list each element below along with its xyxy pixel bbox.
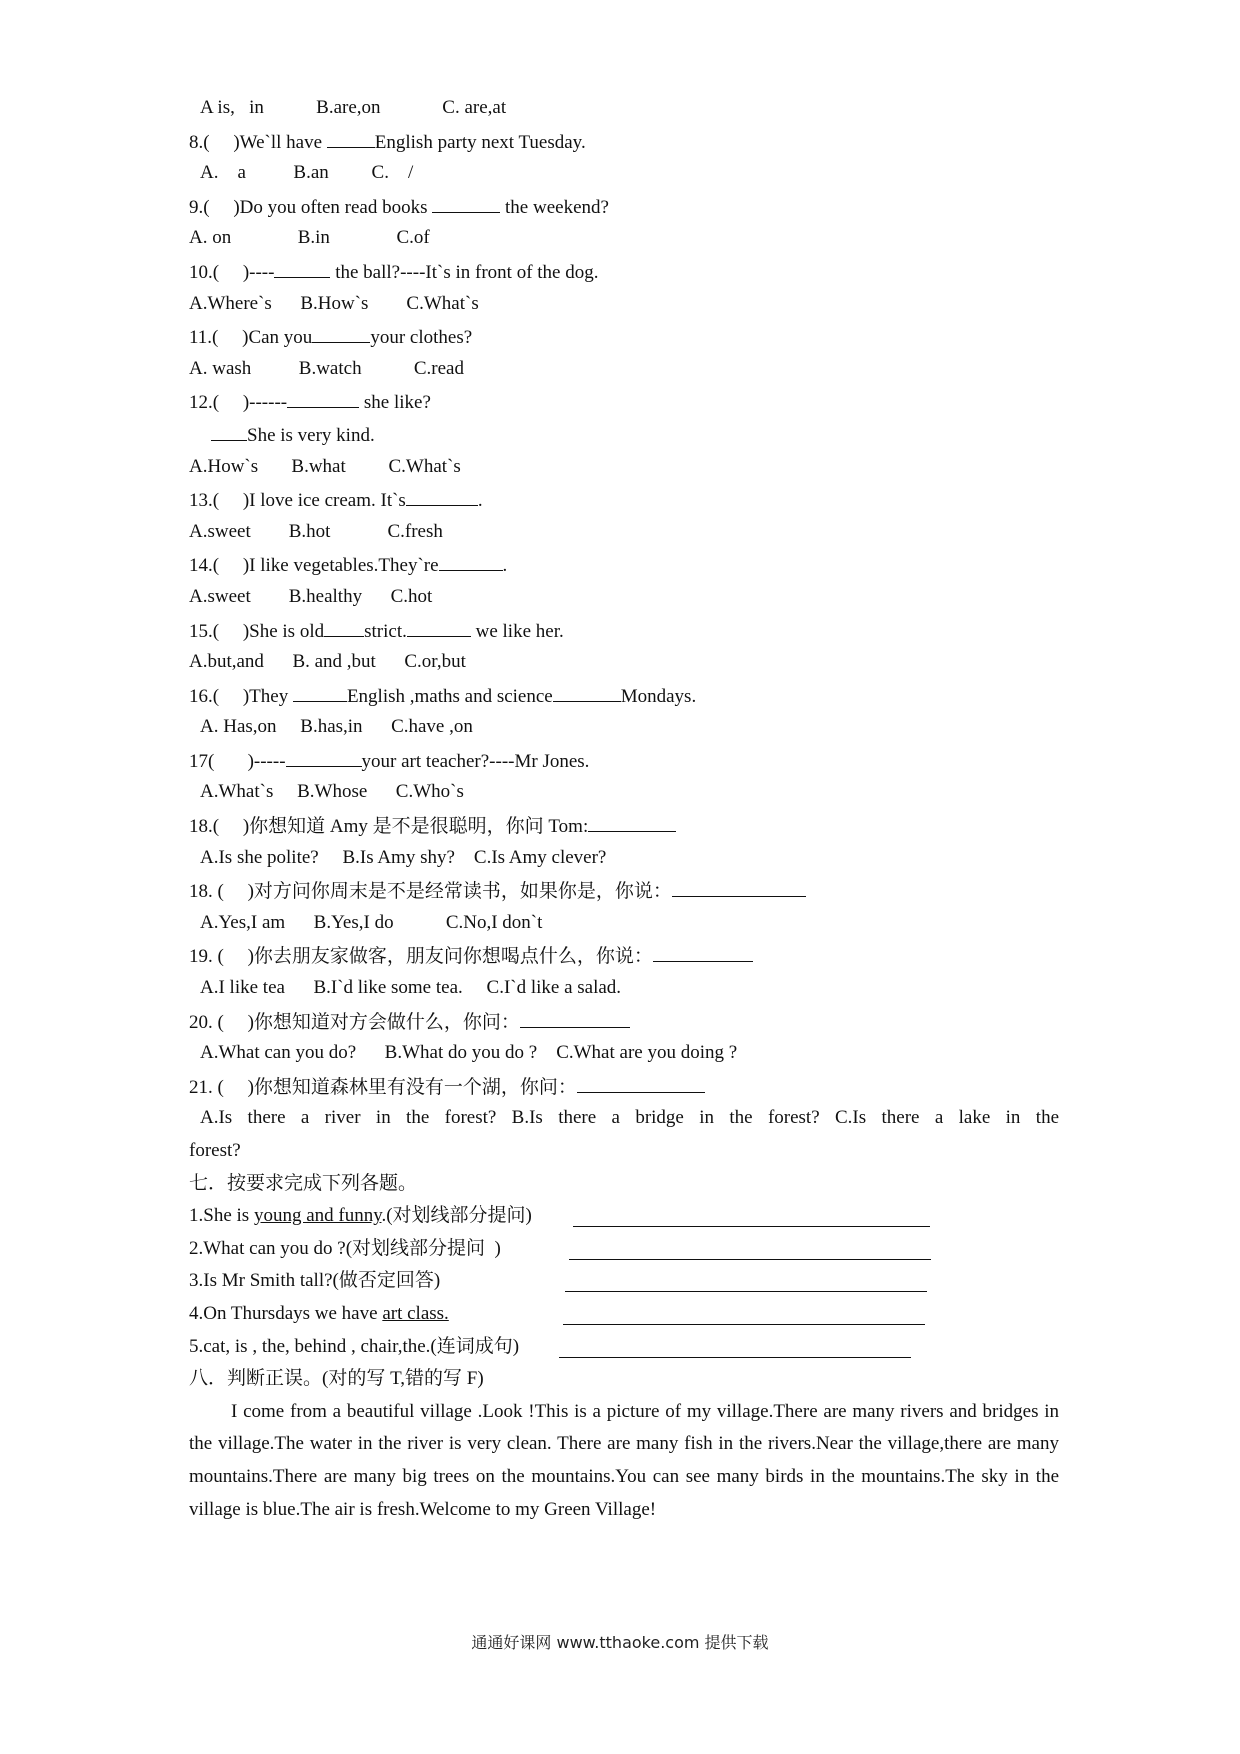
q17: 17( )----- your art teacher?----Mr Jones. bbox=[189, 744, 1059, 777]
answer-blank[interactable] bbox=[407, 614, 471, 637]
q14: 14.( )I like vegetables.They`re . bbox=[189, 548, 1059, 581]
answer-blank[interactable] bbox=[406, 483, 478, 506]
answer-line[interactable] bbox=[559, 1337, 911, 1358]
q15-options: A.but,and B. and ,but C.or,but bbox=[189, 651, 466, 673]
q7-options: A is, in B.are,on C. are,at bbox=[200, 97, 507, 118]
section7-heading: 七．按要求完成下列各题。 bbox=[189, 1172, 418, 1194]
q18b-options: A.Yes,I am B.Yes,I do C.No,I don`t bbox=[200, 911, 543, 933]
q19-options: A.I like tea B.I`d like some tea. C.I`d like a salad. bbox=[200, 977, 622, 999]
answer-line[interactable] bbox=[565, 1271, 927, 1292]
task-1: 1.She is young and funny.(对划线部分提问) bbox=[189, 1200, 1059, 1233]
answer-blank[interactable] bbox=[588, 809, 676, 832]
q11-options: A. wash B.watch C.read bbox=[189, 357, 464, 379]
task-5: 5.cat, is , the, behind , chair,the.(连词成句) bbox=[189, 1331, 1059, 1364]
q21-options-cont: forest? bbox=[189, 1140, 241, 1161]
answer-blank[interactable] bbox=[287, 385, 359, 408]
q18a-options: A.Is she polite? B.Is Amy shy? C.Is Amy clever? bbox=[200, 846, 607, 868]
q8-options: A. a B.an C. / bbox=[200, 162, 414, 184]
footer-credit: 通通好课网 www.tthaoke.com 提供下载 bbox=[471, 1633, 769, 1652]
answer-blank[interactable] bbox=[286, 744, 362, 767]
q11: 11.( )Can you your clothes? bbox=[189, 320, 1059, 353]
q12-options: A.How`s B.what C.What`s bbox=[189, 455, 461, 477]
answer-line[interactable] bbox=[563, 1304, 925, 1325]
q15: 15.( )She is old strict. we like her. bbox=[189, 614, 1059, 647]
q17-options: A.What`s B.Whose C.Who`s bbox=[200, 781, 464, 803]
q19: 19. ( )你去朋友家做客，朋友问你想喝点什么，你说： bbox=[189, 939, 1059, 972]
task-3: 3.Is Mr Smith tall?(做否定回答) bbox=[189, 1265, 1059, 1298]
q13: 13.( )I love ice cream. It`s . bbox=[189, 483, 1059, 516]
answer-blank[interactable] bbox=[520, 1005, 630, 1028]
q21-options: A.Is there a river in the forest? B.Is there a bridge in the forest? C.Is there a lake in the bbox=[200, 1107, 1059, 1129]
q10-options: A.Where`s B.How`s C.What`s bbox=[189, 292, 479, 314]
q12: 12.( )------ she like? bbox=[189, 385, 1059, 418]
q18a: 18.( )你想知道 Amy 是不是很聪明，你问 Tom: bbox=[189, 809, 1059, 842]
answer-blank[interactable] bbox=[211, 418, 247, 441]
answer-line[interactable] bbox=[573, 1206, 930, 1227]
answer-blank[interactable] bbox=[653, 939, 753, 962]
reading-passage: I come from a beautiful village .Look !This is a picture of my village.There are many rivers and bridges in the village.The water in the river is very clean. There are many fish in the rivers.Near the village,there are many mountains.There are many big trees on the mountains.You can see many birds in the mountains.The sky in the village is blue.The air is fresh.Welcome to my Green Village! bbox=[189, 1400, 1059, 1520]
q9-options: A. on B.in C.of bbox=[189, 227, 430, 249]
q16-options: A. Has,on B.has,in C.have ,on bbox=[200, 716, 473, 738]
answer-blank[interactable] bbox=[327, 125, 375, 148]
q20-options: A.What can you do? B.What do you do ? C.What are you doing ? bbox=[200, 1042, 738, 1064]
answer-blank[interactable] bbox=[312, 320, 370, 343]
q14-options: A.sweet B.healthy C.hot bbox=[189, 585, 433, 607]
q18b: 18. ( )对方问你周末是不是经常读书，如果你是，你说： bbox=[189, 874, 1059, 907]
answer-blank[interactable] bbox=[274, 255, 330, 278]
answer-blank[interactable] bbox=[439, 548, 503, 571]
q16: 16.( )They English ,maths and science Mondays. bbox=[189, 679, 1059, 712]
task-2: 2.What can you do ?(对划线部分提问 ) bbox=[189, 1233, 1059, 1266]
q13-options: A.sweet B.hot C.fresh bbox=[189, 520, 443, 542]
answer-blank[interactable] bbox=[432, 190, 500, 213]
q9: 9.( )Do you often read books the weekend? bbox=[189, 190, 1059, 223]
answer-blank[interactable] bbox=[672, 874, 806, 897]
answer-blank[interactable] bbox=[324, 614, 364, 637]
task-4: 4.On Thursdays we have art class. bbox=[189, 1298, 1059, 1331]
q21: 21. ( )你想知道森林里有没有一个湖，你问： bbox=[189, 1070, 1059, 1103]
section8-heading: 八．判断正误。(对的写 T,错的写 F) bbox=[189, 1368, 484, 1390]
q8: 8.( )We`ll have English party next Tuesday. bbox=[189, 125, 1059, 158]
worksheet bbox=[189, 92, 1059, 1526]
answer-blank[interactable] bbox=[553, 679, 621, 702]
answer-line[interactable] bbox=[569, 1239, 931, 1260]
answer-blank[interactable] bbox=[293, 679, 347, 702]
q10: 10.( )---- the ball?----It`s in front of the dog. bbox=[189, 255, 1059, 288]
answer-blank[interactable] bbox=[577, 1070, 705, 1093]
q12-line2: She is very kind. bbox=[189, 418, 1059, 451]
q20: 20. ( )你想知道对方会做什么，你问： bbox=[189, 1005, 1059, 1038]
